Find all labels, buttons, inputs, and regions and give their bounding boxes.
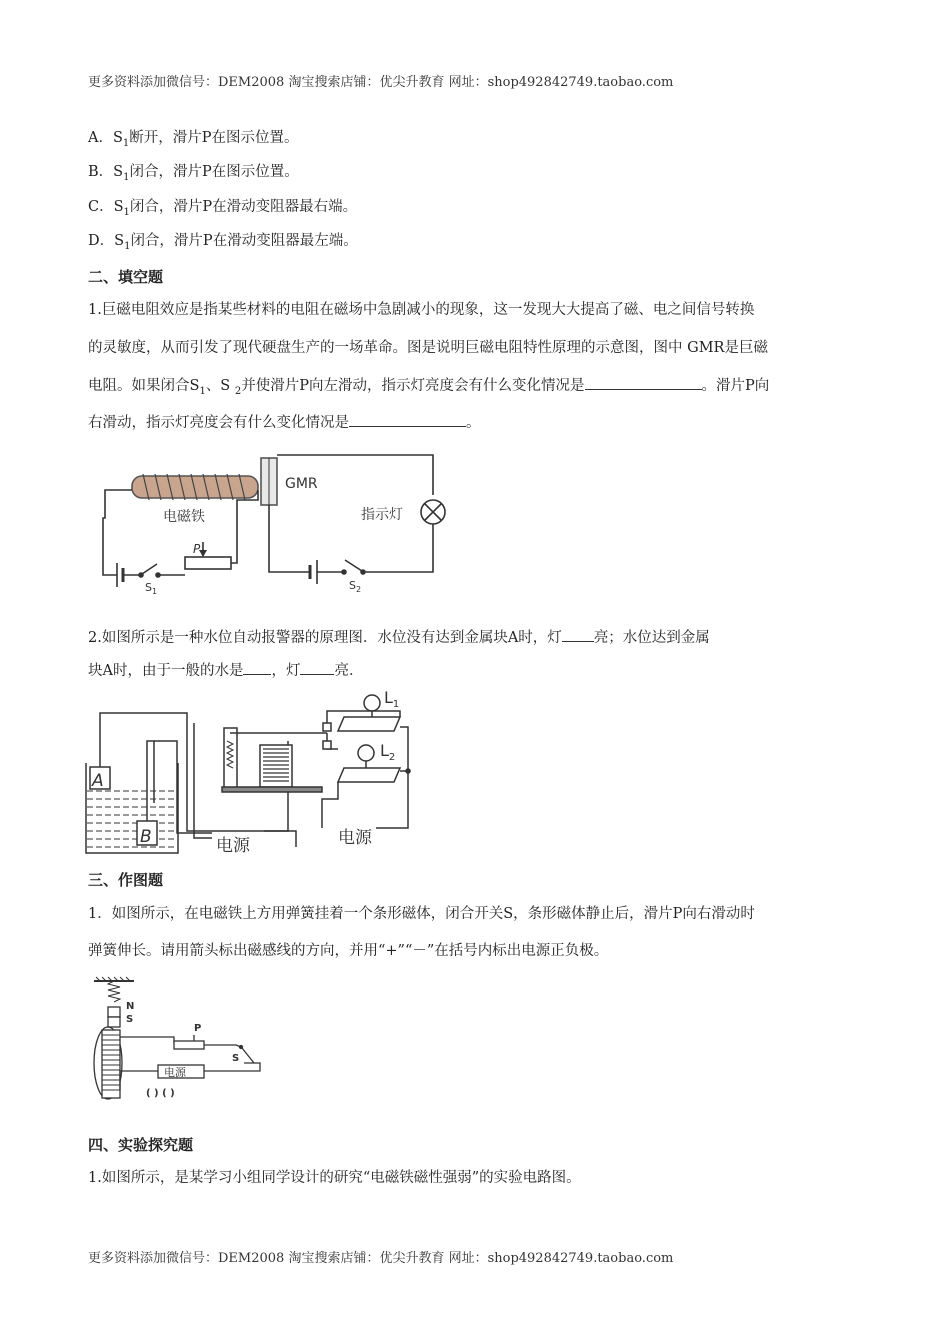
metal-block-b-label: B [140,827,152,847]
electromagnet-spring-figure [86,975,266,1105]
power-source-label-3: 电源 [164,1066,186,1079]
switch-s-label: S [232,1053,240,1064]
q3-line-2: 弹簧伸长。请用箭头标出磁感线的方向，并用“+”“－”在括号内标出电源正负极。 [88,943,609,959]
q1-line-1: 1.巨磁电阻效应是指某些材料的电阻在磁场中急剧减小的现象，这一发现大大提高了磁、电之间信号转换 [88,302,755,318]
section-title-experiment: 四、实验探究题 [88,1136,194,1154]
q1-line-3: 电阻。如果闭合$S_1$、S $_2$并使滑片P向左滑动，指示灯亮度会有什么变化情况是 。滑片P向 [88,375,769,402]
electromagnet-label: 电磁铁 [163,509,205,525]
q4-line-1: 1.如图所示，是某学习小组同学设计的研究“电磁铁磁性强弱”的实验电路图。 [88,1170,581,1186]
power-source-label-2: 电源 [338,828,372,848]
answer-blank-5[interactable] [300,660,334,675]
option-d: D．$S_1$闭合，滑片P在滑动变阻器最左端。 [88,233,358,252]
switch-s2-label: $S_2$ [349,579,362,594]
option-c: C．$S_1$闭合，滑片P在滑动变阻器最右端。 [88,199,358,218]
magnet-s-label: S [126,1014,134,1025]
q2-line-2: 块A时，由于一般的水是 ，灯 亮． [88,660,363,681]
option-a: A．$S_1$断开，滑片P在图示位置。 [88,130,299,149]
q1-line-2: 的灵敏度，从而引发了现代硬盘生产的一场革命。图是说明巨磁电阻特性原理的示意图，图中 GMR是巨磁 [88,340,768,356]
section-title-drawing: 三、作图题 [88,871,164,889]
q1-line-4: 右滑动，指示灯亮度会有什么变化情况是 。 [88,412,481,433]
section-title-fill-blank: 二、填空题 [88,268,164,286]
gmr-circuit-figure [95,450,455,595]
power-source-label-1: 电源 [216,836,250,856]
page-header: 更多资料添加微信号：DEM2008 淘宝搜索店铺：优尖升教育 网址：shop492842749.taobao.com [88,75,674,90]
answer-blank-4[interactable] [243,660,271,675]
lamp-l2-label: $L_2$ [380,741,396,763]
q2-line-1: 2.如图所示是一种水位自动报警器的原理图．水位没有达到金属块A时，灯 亮；水位达到金属 [88,627,710,648]
q3-line-1: 1．如图所示，在电磁铁上方用弹簧挂着一个条形磁体，闭合开关S，条形磁体静止后，滑片P向右滑动时 [88,906,755,922]
lamp-label: 指示灯 [361,507,403,523]
gmr-label: GMR [285,476,318,492]
answer-blank-2[interactable] [349,412,466,427]
slider-p-label: P [193,542,201,556]
metal-block-a-label: A [92,771,104,791]
switch-s1-label: $S_1$ [145,581,158,595]
lamp-l1-label: $L_1$ [384,688,400,710]
option-b: B．$S_1$闭合，滑片P在图示位置。 [88,164,299,183]
page-footer: 更多资料添加微信号：DEM2008 淘宝搜索店铺：优尖升教育 网址：shop492842749.taobao.com [88,1251,674,1266]
polarity-brackets: ( ) ( ) [146,1088,175,1099]
water-alarm-figure [82,683,417,861]
slider-p-label-2: P [194,1023,202,1034]
answer-blank-1[interactable] [585,375,702,390]
answer-blank-3[interactable] [562,627,594,642]
magnet-n-label: N [126,1001,135,1012]
